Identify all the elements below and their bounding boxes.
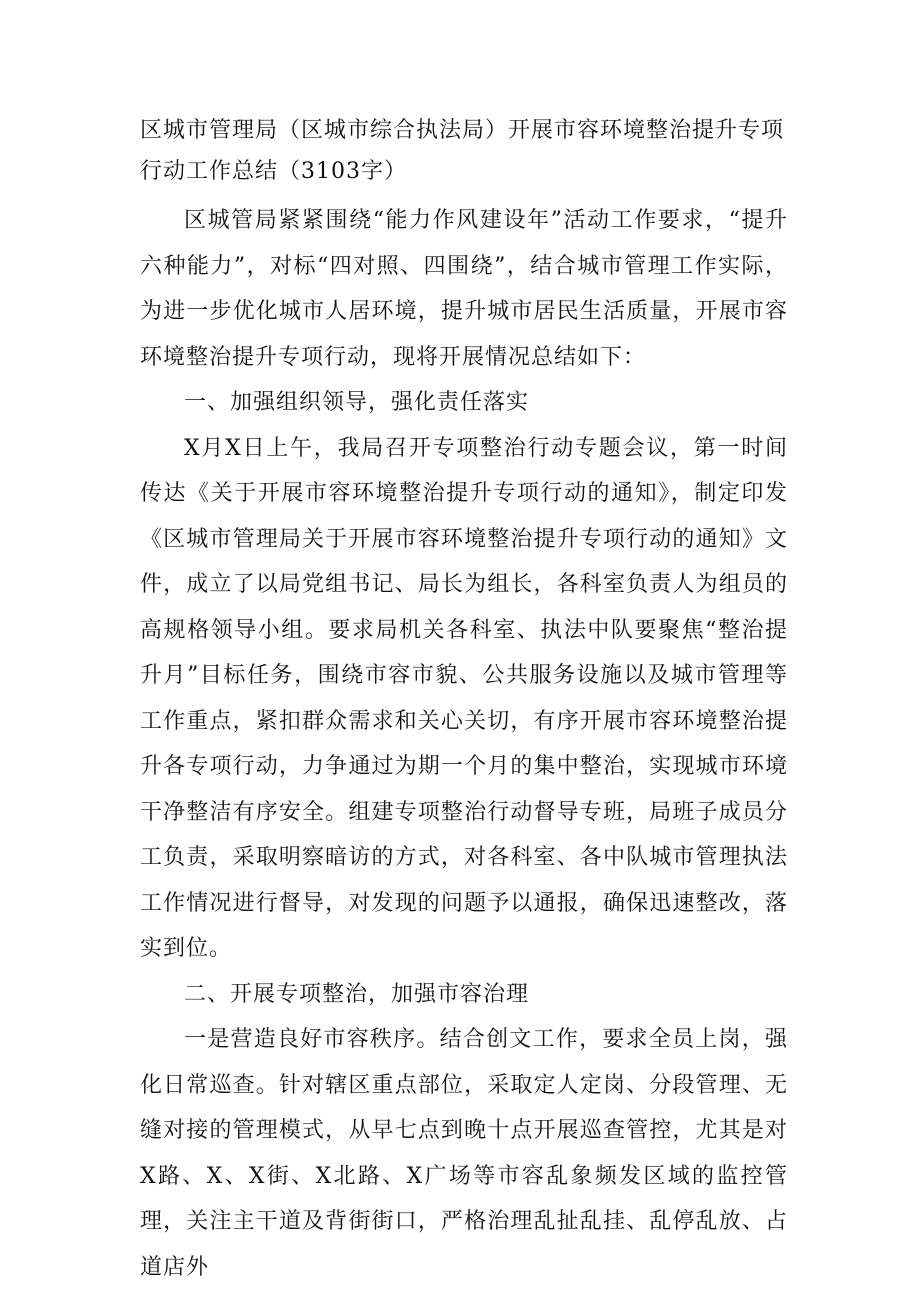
section-2-paragraph: 一是营造良好市容秩序。结合创文工作，要求全员上岗，强化日常巡查。针对辖区重点部位，采取定人定岗、分段管理、无缝对接的管理模式，从早七点到晚十点开展巡查管控，尤其是对X路、X、X街、X北路、X广场等市容乱象频发区域的监控管理，关注主干道及背街街口，严格治理乱扯乱挂、乱停乱放、占道店外	[140, 1027, 788, 1280]
section-1-heading: 一、加强组织领导，强化责任落实	[184, 390, 530, 415]
intro-paragraph: 区城管局紧紧围绕“能力作风建设年”活动工作要求，“提升六种能力”，对标“四对照、四围绕”，结合城市管理工作实际，为进一步优化城市人居环境，提升城市居民生活质量，开展市容环境整治提升专项行动，现将开展情况总结如下：	[140, 208, 788, 370]
document-body	[140, 110, 788, 1290]
section-2-heading: 二、开展专项整治，加强市容治理	[184, 981, 530, 1007]
section-1-paragraph: X月X日上午，我局召开专项整治行动专题会议，第一时间传达《关于开展市容环境整治提升专项行动的通知》，制定印发《区城市管理局关于开展市容环境整治提升专项行动的通知》文件，成立了以局党组书记、局长为组长，各科室负责人为组员的高规格领导小组。要求局机关各科室、执法中队要聚焦“整治提升月”目标任务，围绕市容市貌、公共服务设施以及城市管理等工作重点，紧扣群众需求和关心关切，有序开展市容环境整治提升各专项行动，力争通过为期一个月的集中整治，实现城市环境干净整洁有序安全。组建专项整治行动督导专班，局班子成员分工负责，采取明察暗访的方式，对各科室、各中队城市管理执法工作情况进行督导，对发现的问题予以通报，确保迅速整改，落实到位。	[140, 435, 788, 961]
document-title: 区城市管理局（区城市综合执法局）开展市容环境整治提升专项行动工作总结（3103字）	[140, 118, 785, 184]
